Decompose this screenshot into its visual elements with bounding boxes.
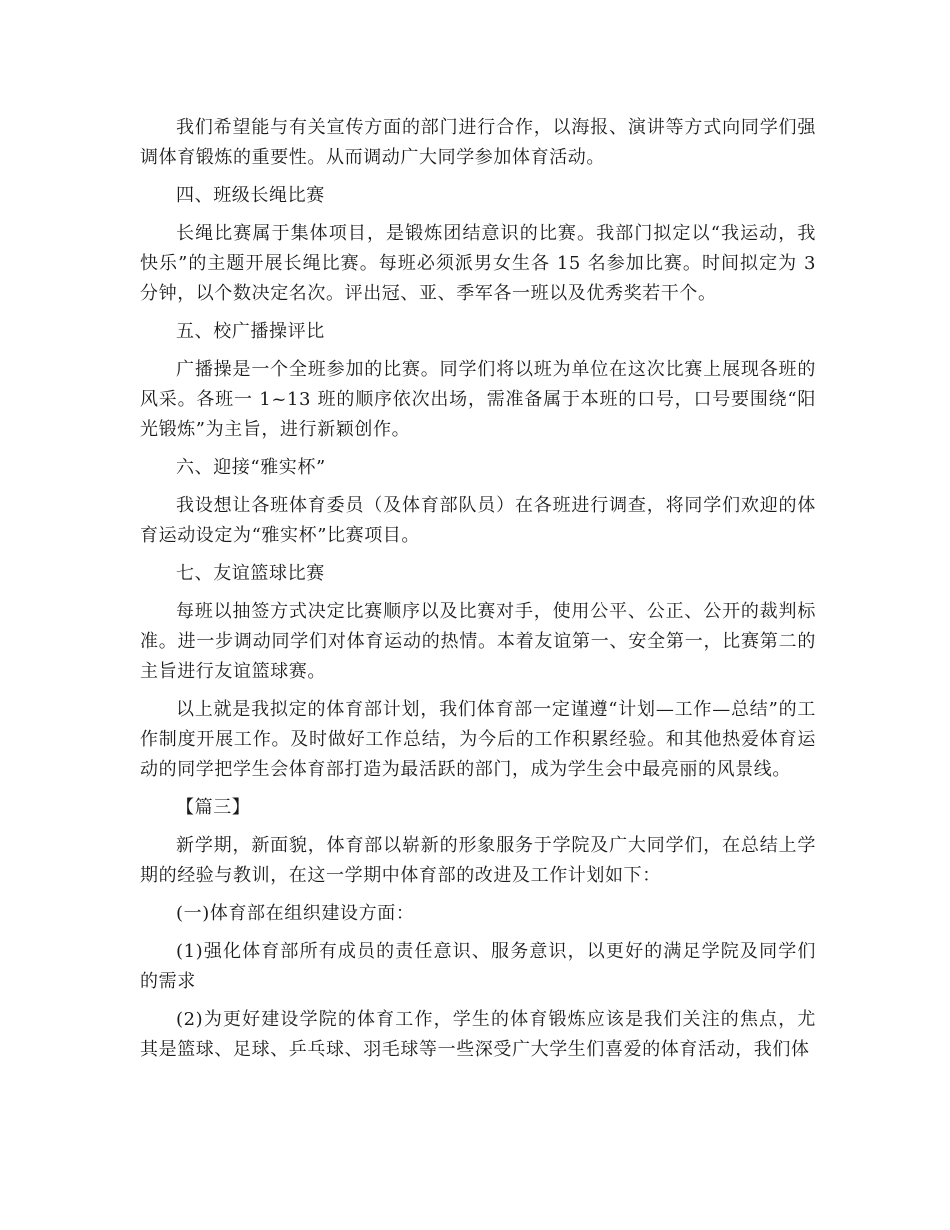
paragraph-item-1: (1)强化体育部所有成员的责任意识、服务意识，以更好的满足学院及同学们的需求 xyxy=(140,941,816,992)
paragraph-publicity: 我们希望能与有关宣传方面的部门进行合作，以海报、演讲等方式向同学们强调体育锻炼的重要性。从而调动广大同学参加体育活动。 xyxy=(140,117,816,168)
paragraph-new-term: 新学期，新面貌，体育部以崭新的形象服务于学院及广大同学们，在总结上学期的经验与教训，在这一学期中体育部的改进及工作计划如下： xyxy=(140,835,816,886)
heading-section-4: 四、班级长绳比赛 xyxy=(176,185,325,206)
paragraph-rope-contest: 长绳比赛属于集体项目，是锻炼团结意识的比赛。我部门拟定以“我运动，我快乐”的主题开展长绳比赛。每班必须派男女生各 15 名参加比赛。时间拟定为 3 分钟，以个数决定名次。评出冠、亚、季军各一班以及优秀奖若干个。 xyxy=(140,223,816,304)
heading-section-6: 六、迎接“雅实杯” xyxy=(176,457,326,478)
paragraph-summary: 以上就是我拟定的体育部计划，我们体育部一定谨遵“计划—工作—总结”的工作制度开展工作。及时做好工作总结，为今后的工作积累经验。和其他热爱体育运动的同学把学生会体育部打造为最活跃的部门，成为学生会中最亮丽的风景线。 xyxy=(140,699,816,780)
document-page xyxy=(140,113,816,1073)
paragraph-basketball: 每班以抽签方式决定比赛顺序以及比赛对手，使用公平、公正、公开的裁判标准。进一步调动同学们对体育运动的热情。本着友谊第一、安全第一，比赛第二的主旨进行友谊篮球赛。 xyxy=(140,601,816,682)
heading-section-5: 五、校广播操评比 xyxy=(176,321,325,342)
paragraph-yashi-cup: 我设想让各班体育委员（及体育部队员）在各班进行调查，将同学们欢迎的体育运动设定为“雅实杯”比赛项目。 xyxy=(140,495,816,546)
heading-organization: (一)体育部在组织建设方面： xyxy=(176,903,415,924)
paragraph-exercise-contest: 广播操是一个全班参加的比赛。同学们将以班为单位在这次比赛上展现各班的风采。各班一 1~13 班的顺序依次出场，需准备属于本班的口号，口号要围绕“阳光锻炼”为主旨，进行新颖创作。 xyxy=(140,359,816,440)
heading-part-three: 【篇三】 xyxy=(176,797,251,818)
heading-section-7: 七、友谊篮球比赛 xyxy=(176,563,325,584)
paragraph-item-2: (2)为更好建设学院的体育工作，学生的体育锻炼应该是我们关注的焦点，尤其是篮球、足球、乒乓球、羽毛球等一些深受广大学生们喜爱的体育活动，我们体 xyxy=(140,1009,816,1060)
